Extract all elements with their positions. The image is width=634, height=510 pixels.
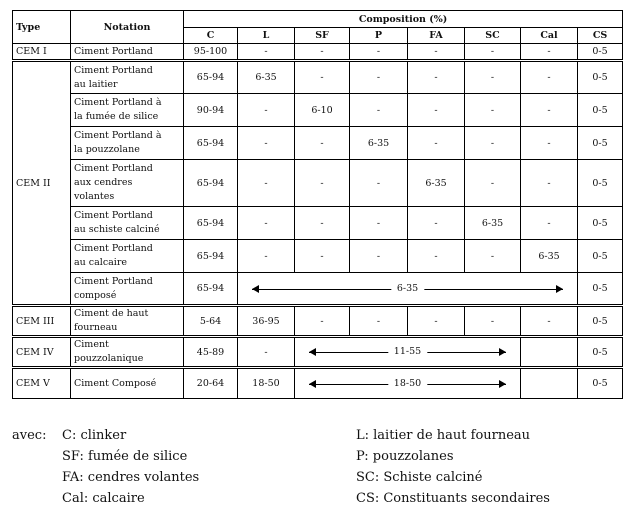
value-l: -	[238, 337, 295, 368]
legend-row	[12, 488, 622, 509]
range-arrow-cell	[295, 368, 521, 399]
value-fa: -	[408, 44, 465, 61]
notation	[71, 207, 184, 240]
value-l: -	[238, 240, 295, 273]
value-cal	[521, 368, 578, 399]
table-row	[13, 44, 623, 61]
value-sc: -	[465, 127, 521, 160]
table-row	[13, 94, 623, 127]
value-p: -	[350, 94, 408, 127]
legend	[12, 425, 622, 509]
notation	[71, 273, 184, 306]
value-cal: -	[521, 207, 578, 240]
range-value: 11-55	[388, 346, 427, 358]
value-l: 6-35	[238, 61, 295, 94]
notation-line: Ciment Portland	[74, 243, 153, 254]
value-cs: 0-5	[578, 61, 623, 94]
header-col-sc: SC	[465, 28, 521, 44]
header-type: Type	[13, 11, 71, 44]
notation	[71, 337, 184, 368]
notation-line: Ciment Portland	[74, 275, 153, 287]
header-col-c: C	[184, 28, 238, 44]
header-col-fa: FA	[408, 28, 465, 44]
arrow-right-icon	[556, 285, 563, 293]
value-sf: -	[295, 207, 350, 240]
value-l: 36-95	[238, 306, 295, 337]
value-cal: -	[521, 61, 578, 94]
value-c: 20-64	[184, 368, 238, 399]
table-body	[13, 44, 623, 399]
notation-line: aux cendres	[74, 177, 133, 188]
value-cs: 0-5	[578, 127, 623, 160]
value-c: 65-94	[184, 273, 238, 306]
table-row	[13, 127, 623, 160]
arrow-right-icon	[499, 380, 506, 388]
value-p: -	[350, 207, 408, 240]
notation-line: au laitier	[74, 78, 118, 90]
value-cs: 0-5	[578, 94, 623, 127]
notation-line: Ciment Portland	[74, 64, 153, 76]
header-composition: Composition (%)	[184, 11, 623, 28]
notation-line: au schiste calciné	[74, 224, 160, 235]
double-arrow	[252, 283, 563, 295]
legend-item: CS: Constituants secondaires	[356, 491, 550, 506]
value-cs: 0-5	[578, 306, 623, 337]
legend-item: FA: cendres volantes	[62, 470, 200, 485]
table-row	[13, 207, 623, 240]
value-l: -	[238, 160, 295, 207]
legend-avec: avec:	[12, 428, 47, 443]
value-cs: 0-5	[578, 44, 623, 61]
value-cs: 0-5	[578, 368, 623, 399]
range-value: 6-35	[391, 283, 424, 295]
table-row	[13, 160, 623, 207]
value-c: 65-94	[184, 240, 238, 273]
range-arrow-cell	[238, 273, 578, 306]
value-c: 65-94	[184, 160, 238, 207]
value-l: -	[238, 207, 295, 240]
cement-type: CEM II	[13, 61, 71, 306]
value-fa: 6-35	[408, 160, 465, 207]
value-c: 5-64	[184, 306, 238, 337]
value-c: 45-89	[184, 337, 238, 368]
notation	[71, 94, 184, 127]
value-c: 90-94	[184, 94, 238, 127]
notation-line: volantes	[74, 191, 115, 202]
value-sc: -	[465, 61, 521, 94]
value-p: 6-35	[350, 127, 408, 160]
value-c: 95-100	[184, 44, 238, 61]
value-p: -	[350, 160, 408, 207]
legend-row	[12, 425, 622, 446]
value-l: -	[238, 44, 295, 61]
value-cs: 0-5	[578, 240, 623, 273]
value-fa: -	[408, 94, 465, 127]
value-fa: -	[408, 240, 465, 273]
notation	[71, 368, 184, 399]
notation	[71, 61, 184, 94]
value-sc: 6-35	[465, 207, 521, 240]
cement-type: CEM III	[13, 306, 71, 337]
notation-line: Ciment Composé	[74, 377, 157, 389]
arrow-left-icon	[309, 380, 316, 388]
value-fa: -	[408, 306, 465, 337]
cement-composition-table	[12, 10, 623, 399]
value-l: 18-50	[238, 368, 295, 399]
notation-line: Ciment Portland	[74, 163, 153, 174]
value-cal: -	[521, 160, 578, 207]
table-row	[13, 337, 623, 368]
double-arrow	[309, 346, 506, 358]
table-row	[13, 306, 623, 337]
value-fa: -	[408, 61, 465, 94]
legend-item: SC: Schiste calciné	[356, 470, 483, 485]
value-sc: -	[465, 44, 521, 61]
notation-line: Ciment Portland à	[74, 130, 162, 141]
value-sf: -	[295, 240, 350, 273]
value-c: 65-94	[184, 127, 238, 160]
value-sf: -	[295, 160, 350, 207]
notation-line: la pouzzolane	[74, 144, 140, 155]
header-notation: Notation	[71, 11, 184, 44]
header-col-cs: CS	[578, 28, 623, 44]
value-cs: 0-5	[578, 273, 623, 306]
value-sc: -	[465, 306, 521, 337]
arrow-left-icon	[252, 285, 259, 293]
notation-line: au calcaire	[74, 257, 128, 268]
header-col-p: P	[350, 28, 408, 44]
value-p: -	[350, 44, 408, 61]
value-sc: -	[465, 160, 521, 207]
notation-line: pouzzolanique	[74, 353, 144, 364]
value-sf: -	[295, 61, 350, 94]
value-sf: -	[295, 306, 350, 337]
value-cs: 0-5	[578, 160, 623, 207]
value-cal	[521, 337, 578, 368]
range-arrow-cell	[295, 337, 521, 368]
notation-line: Ciment Portland à	[74, 97, 162, 108]
legend-item: P: pouzzolanes	[356, 449, 454, 464]
notation	[71, 160, 184, 207]
legend-row	[12, 446, 622, 467]
value-p: -	[350, 61, 408, 94]
value-c: 65-94	[184, 61, 238, 94]
legend-item: SF: fumée de silice	[62, 449, 188, 464]
cement-type: CEM V	[13, 368, 71, 399]
value-p: -	[350, 240, 408, 273]
value-sc: -	[465, 94, 521, 127]
range-value: 18-50	[388, 378, 427, 390]
notation-line: Ciment de haut	[74, 308, 149, 319]
header-col-l: L	[238, 28, 295, 44]
value-sf: -	[295, 127, 350, 160]
notation	[71, 306, 184, 337]
notation-line: composé	[74, 289, 117, 301]
value-cal: -	[521, 127, 578, 160]
notation-line: la fumée de silice	[74, 111, 159, 122]
notation-line: fourneau	[74, 322, 118, 333]
value-cs: 0-5	[578, 337, 623, 368]
value-cal: -	[521, 94, 578, 127]
table-row	[13, 368, 623, 399]
notation-line: Ciment Portland	[74, 45, 153, 57]
notation-line: Ciment Portland	[74, 210, 153, 221]
notation	[71, 44, 184, 61]
value-sf: -	[295, 44, 350, 61]
cement-type: CEM I	[13, 44, 71, 61]
notation	[71, 127, 184, 160]
table-row	[13, 273, 623, 306]
value-cal: -	[521, 306, 578, 337]
value-sf: 6-10	[295, 94, 350, 127]
cement-type: CEM IV	[13, 337, 71, 368]
double-arrow	[309, 378, 506, 390]
header-col-sf: SF	[295, 28, 350, 44]
legend-item: Cal: calcaire	[62, 491, 145, 506]
legend-item: C: clinker	[62, 428, 127, 443]
value-c: 65-94	[184, 207, 238, 240]
table-row	[13, 61, 623, 94]
value-fa: -	[408, 127, 465, 160]
value-l: -	[238, 127, 295, 160]
arrow-right-icon	[499, 348, 506, 356]
legend-row	[12, 467, 622, 488]
value-sc: -	[465, 240, 521, 273]
notation-line: Ciment	[74, 339, 109, 350]
value-p: -	[350, 306, 408, 337]
value-l: -	[238, 94, 295, 127]
value-fa: -	[408, 207, 465, 240]
table-row	[13, 240, 623, 273]
value-cal: 6-35	[521, 240, 578, 273]
value-cal: -	[521, 44, 578, 61]
notation	[71, 240, 184, 273]
header-col-cal: Cal	[521, 28, 578, 44]
legend-item: L: laitier de haut fourneau	[356, 428, 531, 443]
arrow-left-icon	[309, 348, 316, 356]
value-cs: 0-5	[578, 207, 623, 240]
